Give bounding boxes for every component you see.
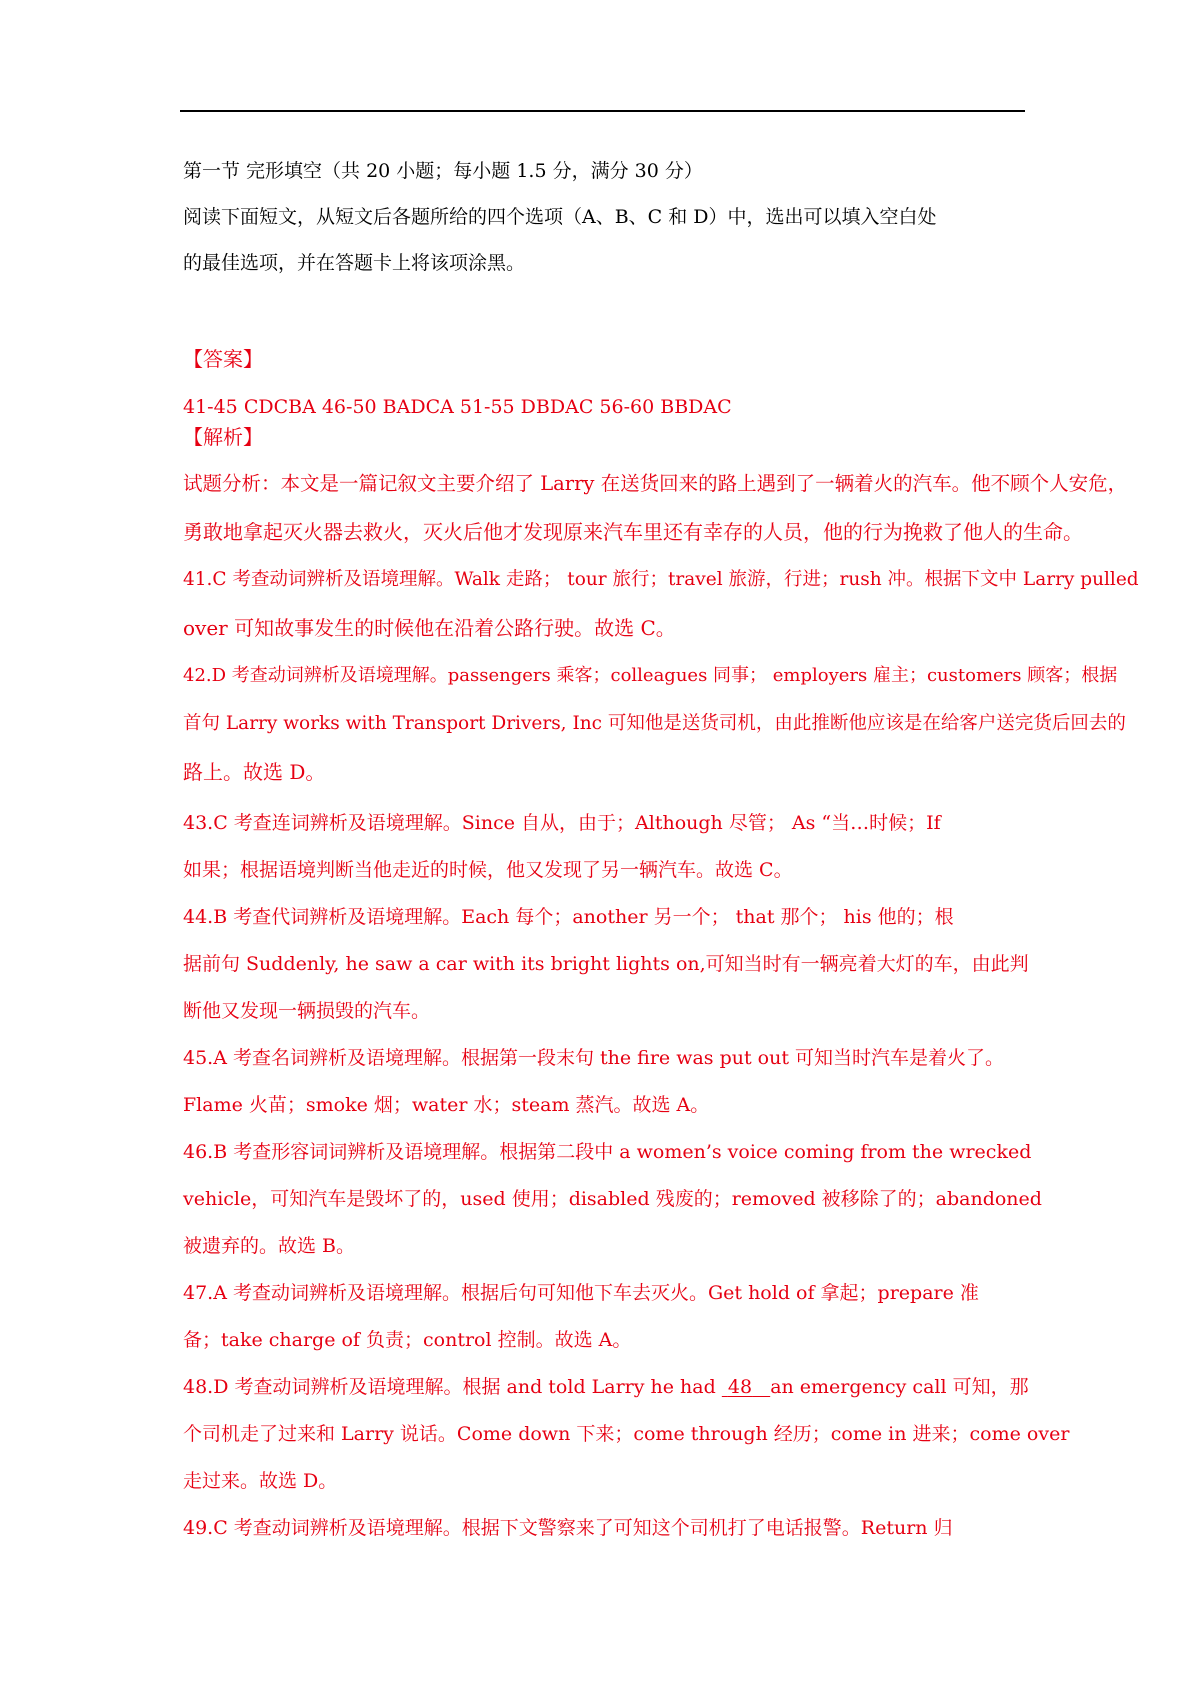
instruction-line-2: 的最佳选项，并在答题卡上将该项涂黑。: [183, 252, 526, 274]
analysis-44-line-3: 断他又发现一辆损毁的汽车。: [183, 1000, 431, 1022]
analysis-45-line-1: 45.A 考查名词辨析及语境理解。根据第一段末句 the fire was put out 可知当时汽车是着火了。: [183, 1047, 1005, 1069]
analysis-48-text-before: 48.D 考查动词辨析及语境理解。根据 and told Larry he had: [183, 1376, 722, 1398]
analysis-47-line-1: 47.A 考查动词辨析及语境理解。根据后句可知他下车去灭火。Get hold of 拿起；prepare 准: [183, 1282, 979, 1304]
analysis-summary-line-2: 勇敢地拿起灭火器去救火，灭火后他才发现原来汽车里还有幸存的人员，他的行为挽救了他人的生命。: [183, 520, 1083, 544]
instruction-line-1: 阅读下面短文，从短文后各题所给的四个选项（A、B、C 和 D）中，选出可以填入空白处: [183, 206, 937, 228]
analysis-43-line-2: 如果；根据语境判断当他走近的时候，他又发现了另一辆汽车。故选 C。: [183, 859, 793, 881]
analysis-48-line-3: 走过来。故选 D。: [183, 1470, 338, 1492]
analysis-summary-line-1: 试题分析：本文是一篇记叙文主要介绍了 Larry 在送货回来的路上遇到了一辆着火的汽车。他不顾个人安危，: [183, 472, 1128, 495]
analysis-42-line-2: 首句 Larry works with Transport Drivers, Inc 可知他是送货司机，由此推断他应该是在给客户送完货后回去的: [183, 713, 1126, 734]
analysis-46-line-1: 46.B 考查形容词词辨析及语境理解。根据第二段中 a women’s voice coming from the wrecked: [183, 1141, 1032, 1163]
header-rule: [180, 110, 1025, 112]
analysis-48-line-1: [183, 1375, 1029, 1399]
analysis-45-line-2: Flame 火苗；smoke 烟；water 水；steam 蒸汽。故选 A。: [183, 1094, 710, 1116]
analysis-43-line-1: 43.C 考查连词辨析及语境理解。Since 自从，由于；Although 尽管； As “当…时候；If: [183, 812, 941, 834]
analysis-41-line-2: over 可知故事发生的时候他在沿着公路行驶。故选 C。: [183, 616, 676, 640]
answer-keys: 41-45 CDCBA 46-50 BADCA 51-55 DBDAC 56-60 BBDAC: [183, 396, 732, 418]
analysis-49-line-1: 49.C 考查动词辨析及语境理解。根据下文警察来了可知这个司机打了电话报警。Return 归: [183, 1517, 953, 1539]
analysis-44-line-2: 据前句 Suddenly, he saw a car with its bright lights on,可知当时有一辆亮着大灯的车，由此判: [183, 953, 1029, 975]
analysis-42-line-3: 路上。故选 D。: [183, 760, 326, 784]
answer-label: 【答案】: [183, 347, 263, 371]
blank-48-number: 48: [727, 1376, 753, 1398]
analysis-48-text-after: an emergency call 可知，那: [770, 1376, 1029, 1398]
analysis-48-line-2: 个司机走了过来和 Larry 说话。Come down 下来；come through 经历；come in 进来；come over: [183, 1423, 1070, 1445]
section-title: 第一节 完形填空（共 20 小题；每小题 1.5 分，满分 30 分）: [183, 160, 703, 182]
analysis-42-line-1: 42.D 考查动词辨析及语境理解。passengers 乘客；colleagues 同事； employers 雇主；customers 顾客；根据: [183, 665, 1118, 686]
analysis-47-line-2: 备；take charge of 负责；control 控制。故选 A。: [183, 1329, 632, 1351]
analysis-44-line-1: 44.B 考查代词辨析及语境理解。Each 每个；another 另一个； that 那个； his 他的；根: [183, 906, 954, 928]
analysis-46-line-2: vehicle，可知汽车是毁坏了的，used 使用；disabled 残废的；removed 被移除了的；abandoned: [183, 1188, 1042, 1210]
analysis-label: 【解析】: [183, 425, 263, 449]
analysis-46-line-3: 被遗弃的。故选 B。: [183, 1235, 356, 1257]
blank-48: [722, 1376, 770, 1398]
analysis-41-line-1: 41.C 考查动词辨析及语境理解。Walk 走路； tour 旅行；travel 旅游，行进；rush 冲。根据下文中 Larry pulled: [183, 569, 1139, 590]
